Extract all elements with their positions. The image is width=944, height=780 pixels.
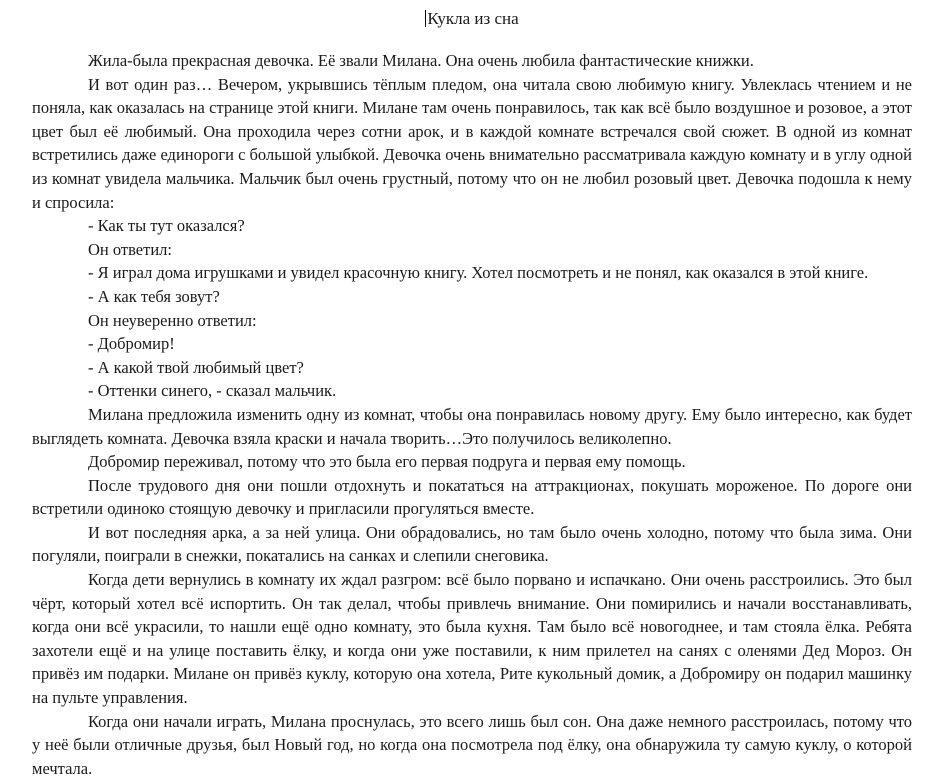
dialog-line: Он ответил: [88, 239, 172, 259]
paragraph: Жила-была прекрасная девочка. Её звали Милана. Она очень любила фантастические книжки. [88, 51, 754, 70]
paragraph: Когда они начали играть, Милана проснулась, это всего лишь был сон. Она даже немного расстроилась, потому что у неё были отличные друзья, был Новый год, но когда она посмотрела под ёлку, она обнаружила ту самую куклу, о которой мечтала. [32, 711, 912, 778]
document-title: Кукла из сна [427, 9, 519, 28]
paragraph: И вот последняя арка, а за ней улица. Они обрадовались, но там было очень холодно, потому что была зима. Они погуляли, поиграли в снежки, покатались на санках и слепили снеговика. [32, 522, 912, 566]
document-page [32, 8, 912, 780]
paragraph: После трудового дня они пошли отдохнуть и покататься на аттракционах, покушать мороженое. По дороге они встретили одиноко стоящую девочку и пригласили прогуляться вместе. [32, 475, 912, 519]
paragraph: И вот один раз… Вечером, укрывшись тёплым пледом, она читала свою любимую книгу. Увлеклась чтением и не поняла, как оказалась на странице этой книги. Милане там очень понравилось, так как всё было воздушное и розовое, а этот цвет был её любимый. Она проходила через сотни арок, и в каждой комнате встречался свой сюжет. В одной из комнат встретились даже единороги с большой улыбкой. Девочка очень внимательно рассматривала каждую комнату и в углу одной из комнат увидела мальчика. Мальчик был очень грустный, потому что он не любил розовый цвет. Девочка подошла к нему и спросила: [32, 74, 912, 212]
dialog-line: - Добромир! [88, 334, 175, 354]
paragraph: Когда дети вернулись в комнату их ждал разгром: всё было порвано и испачкано. Они очень расстроились. Это был чёрт, который хотел всё испортить. Он так делал, чтобы привлечь внимание. Они помирились и начали восстанавливать, когда они всё украсили, то нашли ещё одно комнату, это была кухня. Там было всё новогоднее, и там стояла ёлка. Ребята захотели ещё и на улице поставить ёлку, и когда они уже поставили, к ним прилетел на санях с оленями Дед Мороз. Он привёз им подарки. Милане он привёз куклу, которую она хотела, Рите кукольный домик, а Добромиру он подарил машинку на пульте управления. [32, 570, 912, 708]
document-title-line [32, 8, 912, 30]
dialog-line: - Оттенки синего, - сказал мальчик. [88, 381, 337, 401]
dialog-line: - А какой твой любимый цвет? [88, 357, 304, 377]
dialog-line: - Как ты тут оказался? [88, 216, 245, 236]
dialog-line: Он неуверенно ответил: [88, 310, 257, 330]
dialog-line: - А как тебя зовут? [88, 286, 220, 306]
dialog-line: - Я играл дома игрушками и увидел красочную книгу. Хотел посмотреть и не понял, как оказался в этой книге. [88, 263, 869, 283]
paragraph: Милана предложила изменить одну из комнат, чтобы она понравилась новому другу. Ему было интересно, как будет выглядеть комната. Девочка взяла краски и начала творить…Это получилось великолепно. [32, 404, 912, 448]
paragraph: Добромир переживал, потому что это была его первая подруга и первая ему помощь. [88, 452, 686, 472]
